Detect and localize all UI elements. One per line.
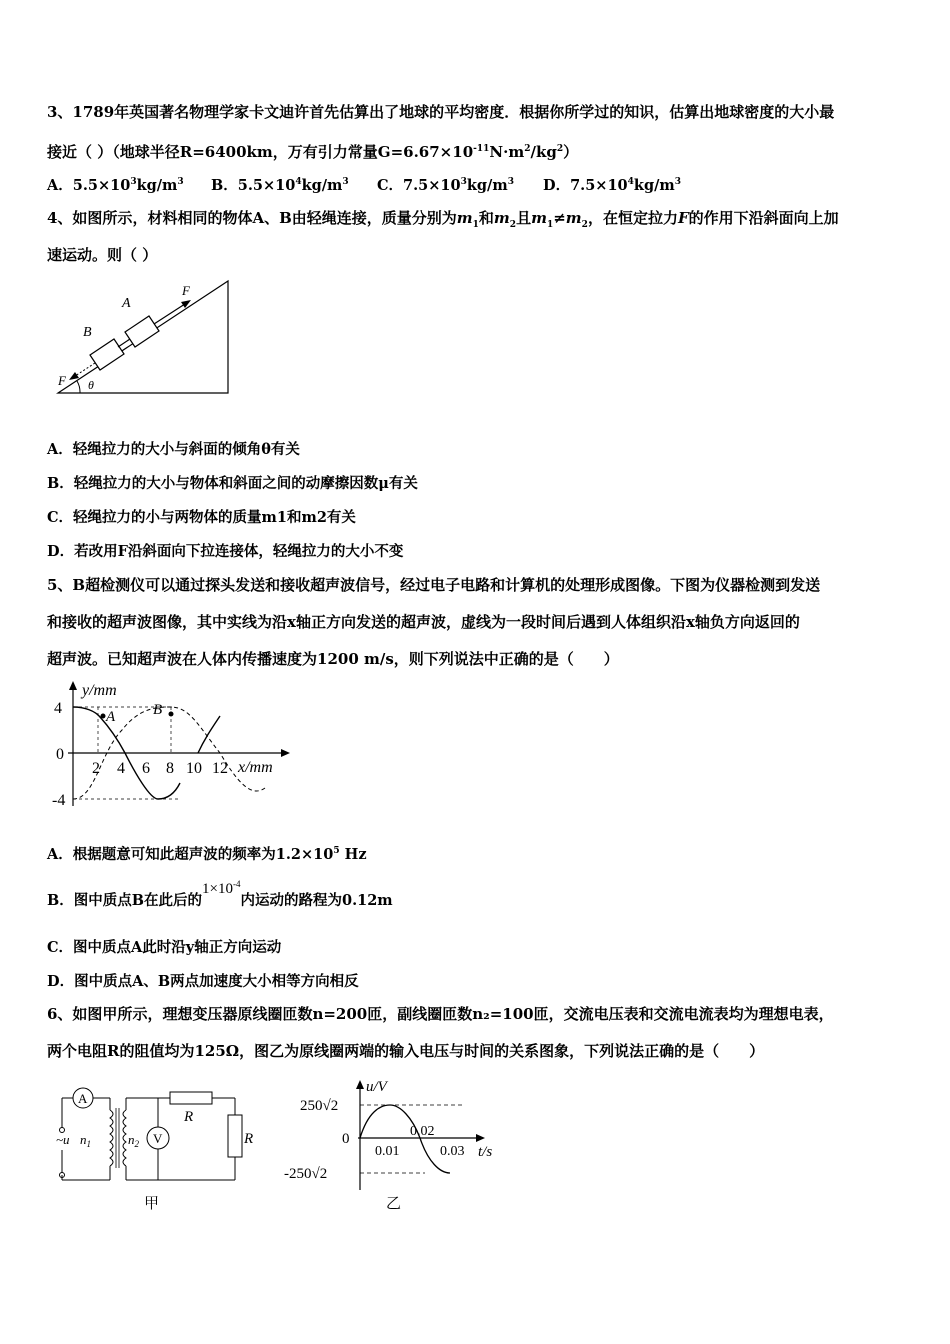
- source-label: ~u: [56, 1132, 70, 1147]
- ammeter-label: A: [78, 1091, 88, 1106]
- label-f-top: F: [182, 283, 190, 298]
- label-a: A: [122, 296, 131, 311]
- y-axis-arrow: [69, 681, 77, 690]
- y-tick-4: 4: [54, 700, 62, 717]
- u-peak-label: 250√2: [300, 1098, 339, 1114]
- n2-label: $n_2$: [128, 1132, 139, 1149]
- x-axis-arrow: [281, 749, 290, 757]
- y-tick-neg4: -4: [52, 792, 66, 809]
- voltage-time-graph: [280, 1072, 520, 1217]
- point-b: [169, 712, 174, 717]
- theta-arc: [77, 381, 80, 393]
- t-tick-003: 0.03: [440, 1144, 465, 1159]
- n1-label: $n_1$: [80, 1132, 91, 1149]
- secondary-coil: [123, 1110, 126, 1166]
- q5-line-1: 5、B超检测仪可以通过探头发送和接收超声波信号，经过电子电路和计算机的处理形成图像。下图为仪器检测到发送: [47, 576, 821, 594]
- x-tick-10: 10: [186, 760, 202, 777]
- q3-option-b: B．$5.5\times 10^4kg/m^3$: [211, 177, 349, 194]
- q3-line-2: 接近（ ）（地球半径R=6400km，万有引力常量$G=6.67\times 10^{-11}N\cdot m^2/kg^2$）: [47, 143, 579, 161]
- t-axis-arrow: [476, 1134, 485, 1142]
- x-tick-6: 6: [142, 760, 150, 777]
- incline-figure: [50, 275, 240, 400]
- force-down-arrowhead: [69, 372, 79, 380]
- q5-option-b: B．图中质点B在此后的$1\times 10^{-4}$内运动的路程为0.12m: [47, 879, 393, 909]
- q4-option-c: C．轻绳拉力的小与两物体的质量m1和m2有关: [47, 509, 356, 526]
- q3-option-a: A．$5.5\times 10^3kg/m^3$: [47, 177, 184, 194]
- y-tick-0: 0: [56, 746, 64, 763]
- resistor-side-label: R: [244, 1131, 254, 1147]
- q5-option-c: C．图中质点A此时沿y轴正方向运动: [47, 939, 282, 956]
- q6-line-2: 两个电阻R的阻值均为125Ω，图乙为原线圈两端的输入电压与时间的关系图象，下列说法正确的是（ ）: [47, 1042, 765, 1060]
- q5-option-d: D．图中质点A、B两点加速度大小相等方向相反: [47, 973, 359, 990]
- label-theta: θ: [88, 378, 94, 392]
- q3-option-c: C．$7.5\times 10^3kg/m^3$: [377, 177, 514, 194]
- t-tick-001: 0.01: [375, 1144, 400, 1159]
- t-tick-002: 0.02: [410, 1124, 435, 1139]
- rope: [118, 339, 130, 347]
- block-b: [90, 339, 124, 370]
- voltage-wave-a: [360, 1105, 450, 1173]
- q5-line-3: 超声波。已知超声波在人体内传播速度为1200 m/s，则下列说法中正确的是（ ）: [47, 650, 619, 668]
- q3-line-1: 3、1789年英国著名物理学家卡文迪许首先估算出了地球的平均密度．根据你所学过的知识，估算出地球密度的大小最: [47, 103, 835, 121]
- q5-line-2: 和接收的超声波图像，其中实线为沿x轴正方向发送的超声波，虚线为一段时间后遇到人体组织沿x轴负方向返回的: [47, 613, 800, 631]
- q4-line-1: 4、如图所示，材料相同的物体A、B由轻绳连接，质量分别为$m_1$和$m_2$且$m_1\ne m_2$，在恒定拉力F的作用下沿斜面向上加: [47, 209, 839, 230]
- label-b: B: [83, 325, 92, 340]
- x-tick-2: 2: [92, 760, 100, 777]
- caption-jia: 甲: [144, 1196, 160, 1212]
- x-tick-8: 8: [166, 760, 174, 777]
- transformer-circuit: [48, 1080, 268, 1215]
- u-axis-arrow: [356, 1080, 364, 1089]
- q4-line-2: 速运动。则（ ）: [47, 246, 158, 264]
- q5-option-a: A．根据题意可知此超声波的频率为$1.2\times 10^5$ Hz: [47, 846, 367, 863]
- resistor-top-label: R: [184, 1109, 194, 1125]
- resistor-side: [228, 1115, 242, 1157]
- force-up-arrow: [154, 302, 188, 324]
- u-axis-label: u/V: [366, 1079, 387, 1095]
- label-f-bottom: F: [58, 373, 66, 388]
- transmitted-wave-tail: [198, 716, 220, 753]
- caption-yi: 乙: [386, 1196, 402, 1212]
- label-point-a: A: [106, 709, 116, 725]
- time-formula: $1\times 10^{-4}$: [202, 879, 241, 897]
- u-trough-label: -250√2: [284, 1166, 328, 1182]
- voltmeter-label: V: [153, 1131, 163, 1146]
- q6-line-1: 6、如图甲所示，理想变压器原线圈匝数n=200匝，副线圈匝数n₂=100匝，交流电压表和交流电流表均为理想电表，: [47, 1005, 834, 1023]
- x-axis-label: x/mm: [238, 759, 273, 776]
- x-tick-12: 12: [212, 760, 228, 777]
- y-axis-label: y/mm: [82, 682, 117, 699]
- resistor-top: [170, 1092, 212, 1104]
- q4-option-b: B．轻绳拉力的大小与物体和斜面之间的动摩擦因数μ有关: [47, 475, 418, 492]
- u-zero-label: 0: [342, 1131, 350, 1147]
- block-a: [125, 316, 159, 347]
- label-point-b: B: [153, 702, 163, 718]
- primary-coil: [110, 1110, 113, 1166]
- wave-graph: [40, 678, 300, 813]
- q3-option-d: D．$7.5\times 10^4kg/m^3$: [543, 177, 681, 194]
- x-tick-4: 4: [117, 760, 125, 777]
- t-axis-label: t/s: [478, 1144, 493, 1160]
- point-a: [101, 714, 106, 719]
- q4-option-a: A．轻绳拉力的大小与斜面的倾角θ有关: [47, 441, 300, 458]
- q4-option-d: D．若改用F沿斜面向下拉连接体，轻绳拉力的大小不变: [47, 543, 404, 560]
